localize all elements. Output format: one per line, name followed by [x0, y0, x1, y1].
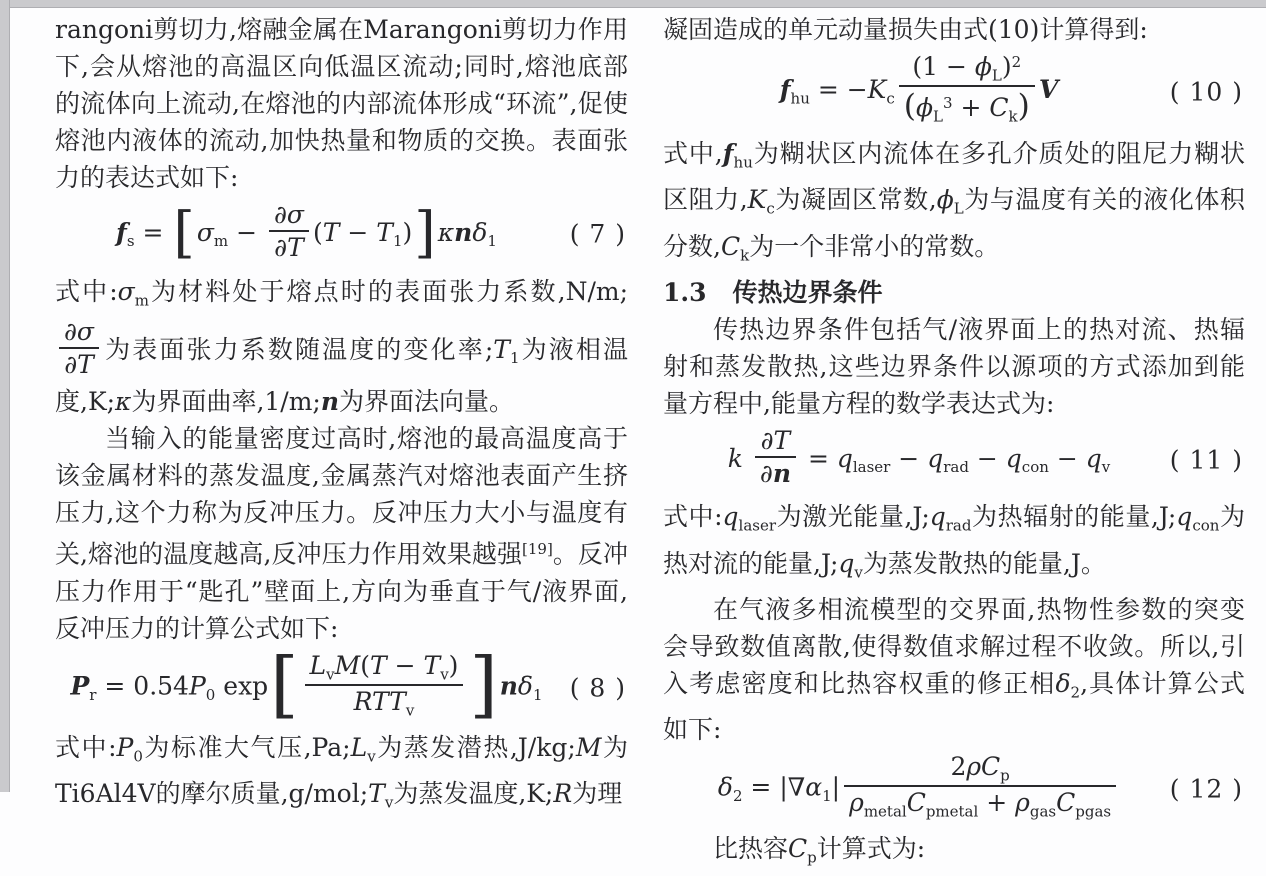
paragraph-specific-heat: 比热容$C_p$计算式为:: [713, 834, 926, 867]
section-title: 传热边界条件: [732, 277, 883, 307]
equation-12: [663, 748, 1245, 830]
equation-7-math: $f_s = [\sigma_m$ − $\frac{\partial\sigma}{\partial T}$ $(T - T_1)]\kappa n\delta_1$: [116, 199, 497, 264]
paragraph-eq8-definitions: 式中$:P_0$为标准大气压$,Pa;L_v$为蒸发潜热,J/kg;M为Ti6Al4V的摩尔质量$,g/mol;T_v$为蒸发温度,K;R为理: [55, 732, 628, 811]
equation-7: [55, 196, 628, 273]
column-right: [663, 11, 1245, 876]
section-number: 1.3: [663, 277, 707, 307]
equation-7-number: ( 7 ): [569, 219, 626, 249]
paragraph-eq11-definitions: 式中$:q_{laser}$为激光能量$,J;q_{rad}$为热辐射的能量$,J;q_{con}$为热对流的能量$,J;q_v$为蒸发散热的能量,J。: [663, 502, 1245, 581]
equation-10-math: $f_{hu} = -K_c$ $\frac{(1 - \phi_L)^2}{(\phi_L^3 + C_k)}$ V: [779, 52, 1059, 126]
paragraph-eq10-definitions: 式中$,f_{hu}$为糊状区内流体在多孔介质处的阻尼力糊状区阻力$,K_c$为凝固区常数$,\phi_L$为与温度有关的液化体积分数$,C_k$为一个非常小的常数。: [663, 139, 1245, 264]
equation-11-number: ( 11 ): [1169, 445, 1243, 475]
equation-12-number: ( 12 ): [1169, 774, 1243, 804]
paragraph-eq7-definitions: 式中$:\sigma_m$为材料处于熔点时的表面张力系数,N/m; $\frac{\partial\sigma}{\partial T}$ 为表面张力系数随温度的变化率$;T_1$为液相温度,K;κ为界面曲率,1/m;n为界面法向量。: [55, 276, 628, 417]
equation-8-math: $P_r = 0.54P_0$ exp[ $\frac{L_vM(T - T_v)}{RTT_v}$ ]$n\delta_1$: [70, 642, 543, 727]
equation-11: [663, 422, 1245, 499]
paragraph-interface-correction: 在气液多相流模型的交界面,热物性参数的突变会导致数值离散,使得数值求解过程不收敛。所以,引入考虑密度和比热容权重的修正相$\delta_2$,具体计算公式如下:: [663, 594, 1245, 745]
equation-8: [55, 642, 628, 729]
column-left: [55, 11, 628, 821]
equation-8-number: ( 8 ): [569, 672, 626, 702]
section-heading-1-3: [663, 274, 1245, 311]
equation-12-math: $\delta_2 = |\nabla\alpha_1|$ $\frac{2\rho C_p}{\rho_{metal}C_{pmetal} + \rho_{gas}C_{pgas}}$: [718, 754, 1120, 824]
paragraph-marangoni: rangoni剪切力,熔融金属在Marangoni剪切力作用下,会从熔池的高温区向低温区流动;同时,熔池底部的流体向上流动,在熔池的内部流体形成“环流”,促使熔池内液体的流动,加快热量和物质的交换。表面张力的表达式如下:: [55, 15, 628, 192]
equation-10: [663, 48, 1245, 135]
paragraph-thermal-boundary: 传热边界条件包括气/液界面上的热对流、热辐射和蒸发散热,这些边界条件以源项的方式添加到能量方程中,能量方程的数学表达式为:: [663, 314, 1245, 418]
paragraph-momentum-loss: 凝固造成的单元动量损失由式(10)计算得到:: [663, 15, 1148, 44]
paragraph-recoil-pressure: 当输入的能量密度过高时,熔池的最高温度高于该金属材料的蒸发温度,金属蒸汽对熔池表面产生挤压力,这个力称为反冲压力。反冲压力大小与温度有关,熔池的温度越高,反冲压力作用效果越强[19]。反冲压力作用于“匙孔”壁面上,方向为垂直于气/液界面,反冲压力的计算公式如下:: [55, 424, 628, 643]
scan-edge-top: [0, 0, 1266, 8]
scan-edge-left: [0, 0, 10, 792]
equation-10-number: ( 10 ): [1169, 76, 1243, 106]
equation-11-math: k $\frac{\partial T}{\partial n}$ = $q_{laser} - q_{rad} - q_{con} - q_v$: [727, 425, 1111, 489]
